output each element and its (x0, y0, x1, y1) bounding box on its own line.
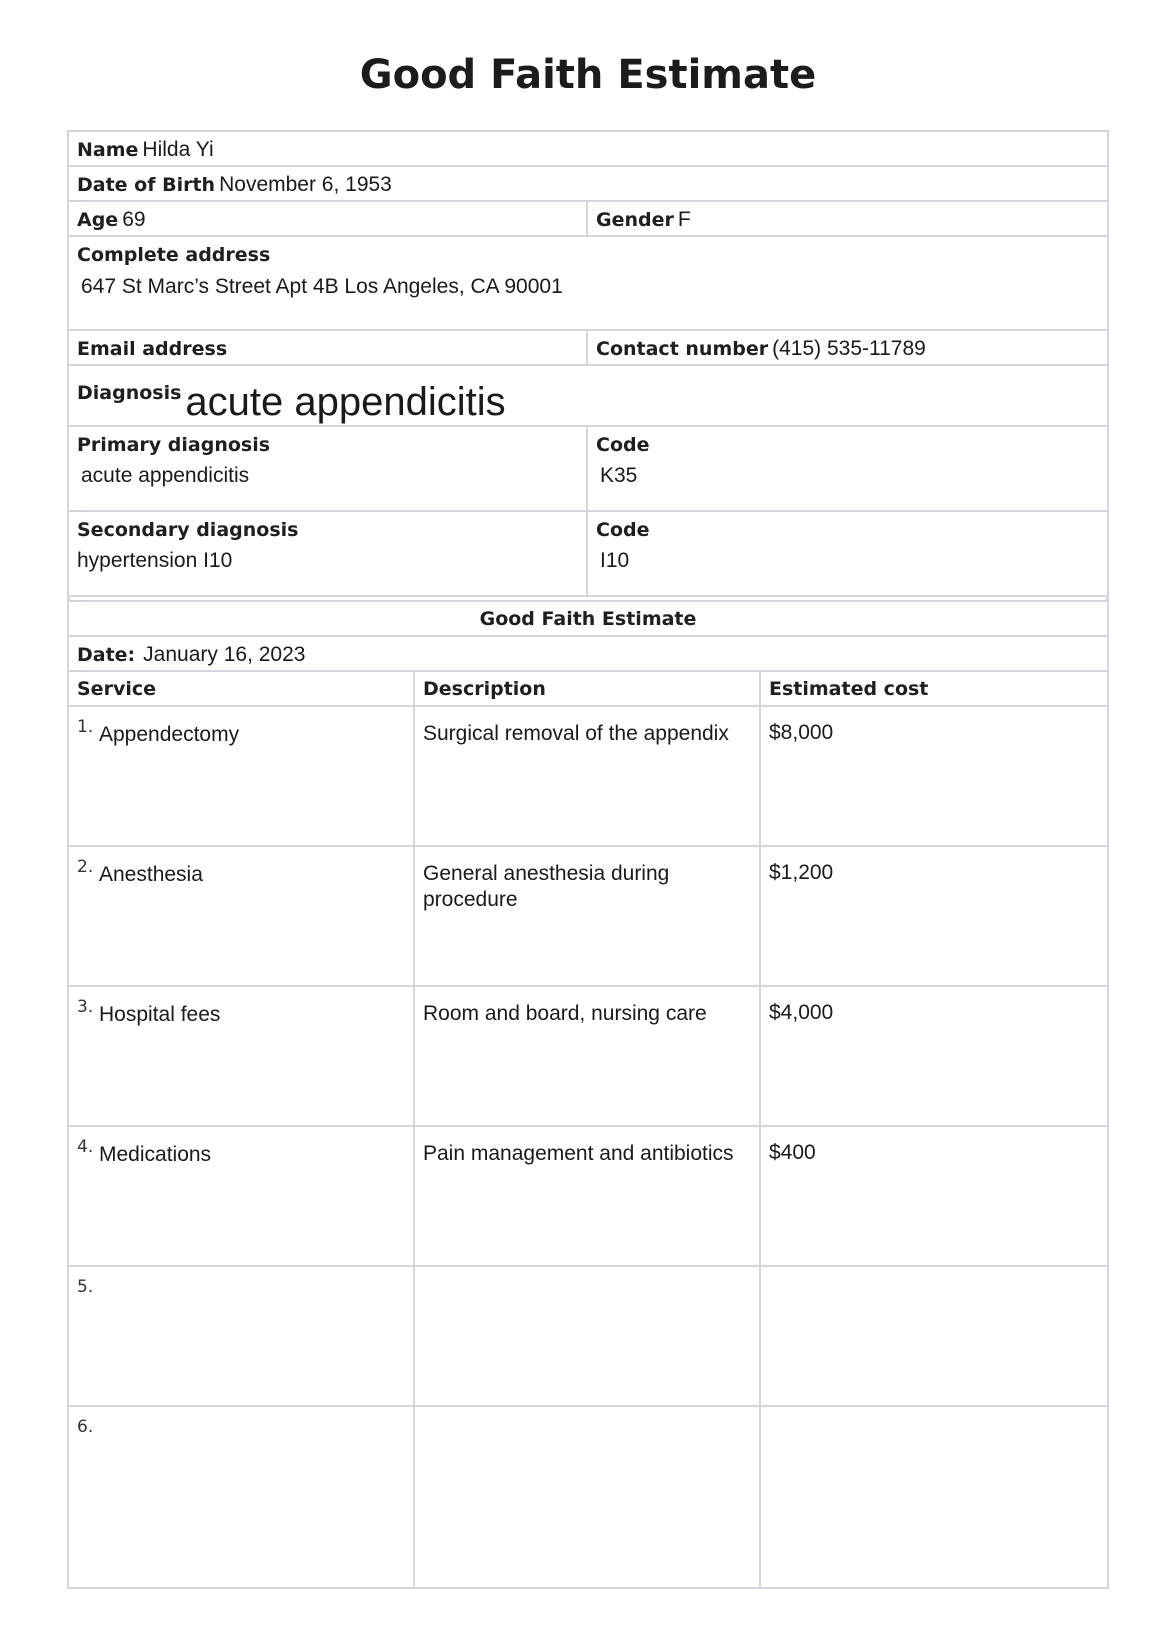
row-number: 1. (77, 717, 94, 737)
service-description[interactable]: Pain management and antibiotics (423, 1142, 734, 1165)
service-description[interactable]: Surgical removal of the appendix (423, 722, 729, 745)
email-label: Email address (77, 338, 228, 360)
address-label: Complete address (77, 244, 271, 266)
table-row-2-cost (759, 845, 1109, 987)
gender-cell (586, 200, 1109, 237)
secondary-code-cell (586, 510, 1109, 597)
service-name[interactable]: Anesthesia (99, 863, 203, 886)
gender-value[interactable]: F (677, 208, 691, 231)
estimated-cost[interactable]: $1,200 (769, 861, 834, 884)
column-header-description (413, 670, 761, 707)
dob-label: Date of Birth (77, 174, 216, 196)
row-number: 3. (77, 997, 94, 1017)
table-row-4-cost (759, 1125, 1109, 1267)
contact-label: Contact number (596, 338, 769, 360)
service-description[interactable]: Room and board, nursing care (423, 1002, 707, 1025)
table-row-4-service (67, 1125, 415, 1267)
column-header-cost (759, 670, 1109, 707)
column-header-service (67, 670, 415, 707)
name-value[interactable]: Hilda Yi (142, 138, 214, 161)
table-row-5-cost (759, 1265, 1109, 1407)
age-cell (67, 200, 588, 237)
secondary-code-value[interactable]: I10 (600, 549, 630, 572)
estimated-cost[interactable]: $400 (769, 1141, 816, 1164)
estimated-cost[interactable]: $4,000 (769, 1001, 834, 1024)
table-row-6-cost (759, 1405, 1109, 1589)
row-number: 2. (77, 857, 94, 877)
age-label: Age (77, 209, 119, 231)
secondary-code-label: Code (596, 519, 650, 541)
service-description[interactable]: General anesthesia during procedure (423, 862, 670, 911)
estimate-date-value[interactable]: January 16, 2023 (143, 643, 306, 666)
table-row-2-description (413, 845, 761, 987)
gender-label: Gender (596, 209, 674, 231)
primary-code-cell (586, 425, 1109, 512)
name-row (67, 130, 1109, 167)
contact-cell (586, 329, 1109, 366)
estimated-cost[interactable]: $8,000 (769, 721, 834, 744)
primary-code-label: Code (596, 434, 650, 456)
table-row-5-description (413, 1265, 761, 1407)
diagnosis-value[interactable]: acute appendicitis (185, 380, 506, 424)
primary-code-value[interactable]: K35 (600, 464, 638, 487)
primary-diagnosis-label: Primary diagnosis (77, 434, 271, 456)
diagnosis-label: Diagnosis (77, 382, 182, 404)
name-label: Name (77, 139, 139, 161)
service-name[interactable]: Medications (99, 1143, 212, 1166)
table-row-1-cost (759, 705, 1109, 847)
contact-value[interactable]: (415) 535-11789 (772, 337, 926, 360)
email-cell (67, 329, 588, 366)
column-header-label: Estimated cost (769, 678, 929, 700)
address-value[interactable]: 647 St Marc’s Street Apt 4B Los Angeles, CA 90001 (81, 275, 563, 298)
row-number: 4. (77, 1137, 94, 1157)
page-title: Good Faith Estimate (359, 52, 817, 98)
table-row-6-description (413, 1405, 761, 1589)
row-number: 5. (77, 1277, 94, 1297)
secondary-diagnosis-label: Secondary diagnosis (77, 519, 299, 541)
column-header-label: Service (77, 678, 156, 700)
table-row-1-description (413, 705, 761, 847)
service-name[interactable]: Appendectomy (99, 723, 240, 746)
table-row-5-service (67, 1265, 415, 1407)
table-row-1-service (67, 705, 415, 847)
table-row-6-service (67, 1405, 415, 1589)
secondary-diagnosis-cell (67, 510, 588, 597)
column-header-label: Description (423, 678, 546, 700)
table-row-3-description (413, 985, 761, 1127)
row-number: 6. (77, 1417, 94, 1437)
dob-value[interactable]: November 6, 1953 (219, 173, 392, 196)
primary-diagnosis-value[interactable]: acute appendicitis (81, 464, 250, 487)
table-row-2-service (67, 845, 415, 987)
table-row-3-cost (759, 985, 1109, 1127)
diagnosis-row (67, 364, 1109, 427)
estimate-date-label: Date: (77, 644, 136, 666)
estimate-date-row (67, 635, 1109, 672)
primary-diagnosis-cell (67, 425, 588, 512)
age-value[interactable]: 69 (122, 208, 146, 231)
estimate-heading-row (67, 600, 1109, 637)
table-row-4-description (413, 1125, 761, 1267)
service-name[interactable]: Hospital fees (99, 1003, 221, 1026)
secondary-diagnosis-value[interactable]: hypertension I10 (77, 549, 233, 572)
estimate-heading: Good Faith Estimate (479, 608, 697, 630)
table-row-3-service (67, 985, 415, 1127)
address-cell (67, 235, 1109, 331)
dob-row (67, 165, 1109, 202)
